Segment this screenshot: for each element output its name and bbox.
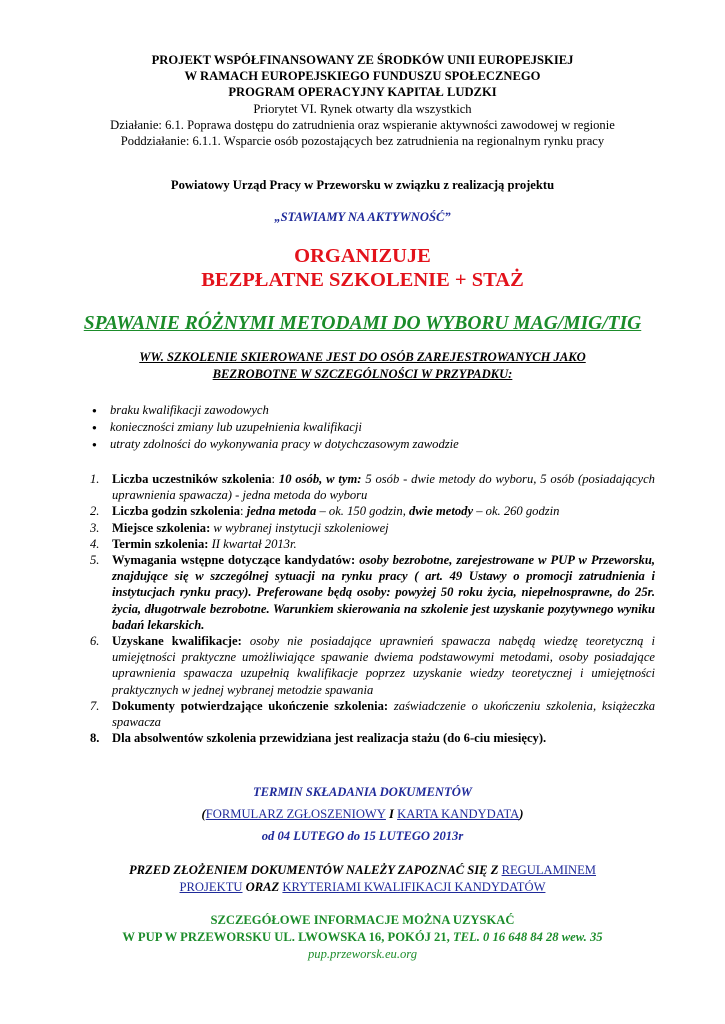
regulations-link[interactable]: REGULAMINEM <box>501 863 597 877</box>
item-number: 8. <box>90 731 100 746</box>
contact-address <box>40 929 685 946</box>
criteria-link[interactable]: KRYTERIAMI KWALIFIKACJI KANDYDATÓW <box>282 880 546 894</box>
detail-requirements <box>90 552 655 633</box>
item-text: 5 osób - dwie metody do wyboru, 5 osób (posiadających uprawnienia spawacza) - jedna metoda do wyboru <box>112 472 655 503</box>
detail-term <box>90 536 655 552</box>
criteria-list <box>92 402 459 453</box>
criteria-item: ● konieczności zmiany lub uzupełnienia kwalifikacji <box>92 419 459 436</box>
headline <box>60 244 665 292</box>
item-number: 1. <box>90 472 100 486</box>
submission-dates: od 04 LUTEGO do 15 LUTEGO 2013r <box>261 829 464 843</box>
item-number: 4. <box>90 536 100 551</box>
rules-notice-and: ORAZ <box>242 880 283 894</box>
contact-phone: TEL. 0 16 648 84 28 wew. 35 <box>452 930 603 944</box>
item-text: – ok. 150 godzin, <box>316 504 410 519</box>
project-header <box>60 52 665 149</box>
project-name: „STAWIAMY NA AKTYWNOŚĆ” <box>274 210 451 224</box>
item-separator: : <box>240 504 247 519</box>
item-text: Dla absolwentów szkolenia przewidziana jest realizacja stażu (do 6-ciu miesięcy). <box>112 731 547 746</box>
rules-notice-text: PRZED ZŁOŻENIEM DOKUMENTÓW NALEŻY ZAPOZNAĆ SIĘ Z <box>128 863 502 877</box>
headline-organizes: ORGANIZUJE <box>294 245 431 267</box>
item-label: Uzyskane kwalifikacje: <box>112 634 242 649</box>
detail-participants <box>90 471 655 503</box>
detail-documents <box>90 698 655 730</box>
item-number: 3. <box>90 520 100 535</box>
criteria-item: ● braku kwalifikacji zawodowych <box>92 402 459 419</box>
details-list <box>90 471 655 746</box>
item-label: Liczba godzin szkolenia <box>112 504 241 519</box>
item-label: Wymagania wstępne dotyczące kandydatów: <box>112 553 356 568</box>
item-text: II kwartał 2013r. <box>208 536 297 551</box>
criteria-item: ● utraty zdolności do wykonywania pracy w dotychczasowym zawodzie <box>92 436 459 453</box>
item-label: Miejsce szkolenia: <box>112 520 211 535</box>
item-separator: : <box>271 472 279 486</box>
submission-title: TERMIN SKŁADANIA DOKUMENTÓW <box>252 785 473 799</box>
item-text: w wybranej instytucji szkoleniowej <box>210 520 389 535</box>
rules-notice-line-2 <box>60 879 665 896</box>
item-text: osoby nie posiadające uprawnień spawacza nabędą wiedzę teoretyczną i umiejętności praktyczne umożliwiające spawanie dwiema podstawowymi metodami, osoby posiadające uprawnienia spawacza uzupełnią kwalifikacje poprzez uzyskanie wiedzy teoretycznej i umiejętności praktycznych w jednej wybranej metodzie spawania <box>112 634 656 697</box>
candidate-card-link[interactable]: KARTA KANDYDATA <box>397 807 520 821</box>
target-line-1: WW. SZKOLENIE SKIEROWANE JEST DO OSÓB ZAREJESTROWANYCH JAKO <box>139 350 586 364</box>
item-number: 7. <box>90 698 100 713</box>
item-value: 10 osób, w tym: <box>278 472 362 486</box>
submission-section <box>60 781 665 847</box>
detail-qualifications <box>90 633 655 698</box>
item-number: 5. <box>90 553 100 568</box>
header-action: Działanie: 6.1. Poprawa dostępu do zatrudnienia oraz wspieranie aktywności zawodowej w regionie <box>110 117 615 132</box>
header-priority: Priorytet VI. Rynek otwarty dla wszystkich <box>253 101 472 116</box>
header-subaction: Poddziałanie: 6.1.1. Wsparcie osób pozostających bez zatrudnienia na regionalnym rynku pracy <box>120 134 605 149</box>
contact-info <box>40 912 685 963</box>
detail-hours <box>90 503 655 519</box>
item-number: 2. <box>90 504 100 519</box>
rules-notice <box>60 862 665 896</box>
item-text: osoby bezrobotne, zarejestrowane w PUP w Przeworsku, znajdujące się w szczególnej sytuacji na rynku pracy ( art. 49 Ustawy o promocji zatrudnienia i instytucjach rynku pracy). Preferowane będą osoby: powyżej 50 roku życia, niepełnosprawne, do 25r. życia, długotrwale bezrobotne. Warunkiem skierowania na szkolenie jest uzyskanie pozytywnego wyniku badań lekarskich. <box>112 553 655 632</box>
item-label: Termin szkolenia: <box>112 536 209 551</box>
course-title: SPAWANIE RÓŻNYMI METODAMI DO WYBORU MAG/MIG/TIG <box>83 313 642 334</box>
header-line-3: PROGRAM OPERACYJNY KAPITAŁ LUDZKI <box>228 85 497 100</box>
item-number: 6. <box>90 634 100 649</box>
paren-close: ) <box>519 807 524 821</box>
regulations-link-continued[interactable]: PROJEKTU <box>179 880 243 894</box>
organizer-line: Powiatowy Urząd Pracy w Przeworsku w związku z realizacją projektu <box>170 178 555 192</box>
item-label: Dokumenty potwierdzające ukończenie szkolenia: <box>112 698 389 713</box>
contact-heading: SZCZEGÓŁOWE INFORMACJE MOŻNA UZYSKAĆ <box>210 913 515 927</box>
rules-notice-line-1 <box>60 862 665 879</box>
contact-website[interactable]: pup.przeworsk.eu.org <box>307 947 418 961</box>
item-value: dwie metody <box>409 504 474 519</box>
item-text: zaświadczenie o ukończeniu szkolenia, książeczka spawacza <box>112 698 655 730</box>
headline-free-training: BEZPŁATNE SZKOLENIE + STAŻ <box>201 269 524 291</box>
paren-open: ( <box>201 807 206 821</box>
detail-internship <box>90 730 655 746</box>
item-value: jedna metoda <box>246 504 317 519</box>
contact-address-text: W PUP W PRZEWORSKU UL. LWOWSKA 16, POKÓJ 21, <box>122 930 453 944</box>
header-line-2: W RAMACH EUROPEJSKIEGO FUNDUSZU SPOŁECZNEGO <box>184 69 541 84</box>
header-line-1: PROJEKT WSPÓŁFINANSOWANY ZE ŚRODKÓW UNII EUROPEJSKIEJ <box>151 53 574 67</box>
submission-forms <box>60 803 665 825</box>
target-line-2: BEZROBOTNE W SZCZEGÓLNOŚCI W PRZYPADKU: <box>212 366 513 381</box>
target-group-heading <box>60 349 665 382</box>
item-text: – ok. 260 godzin <box>473 504 560 519</box>
item-label: Liczba uczestników szkolenia <box>112 472 272 486</box>
detail-place <box>90 520 655 536</box>
forms-separator: I <box>385 807 398 821</box>
application-form-link[interactable]: FORMULARZ ZGŁOSZENIOWY <box>205 807 386 821</box>
